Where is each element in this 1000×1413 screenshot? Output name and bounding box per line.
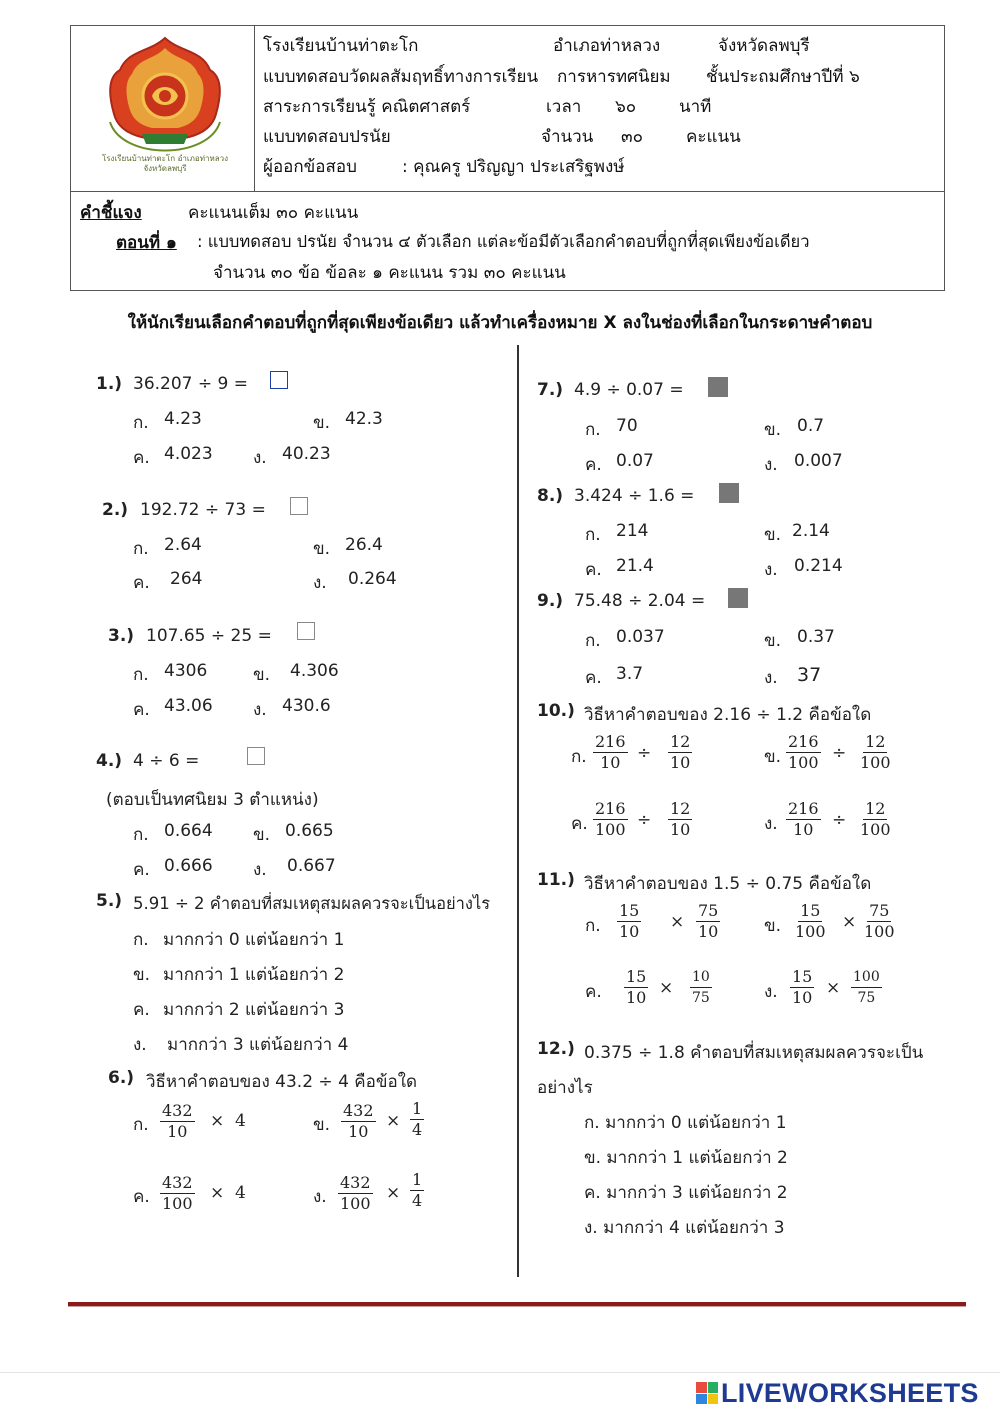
q10-choice-c-left: $\frac{216}{100}$ — [595, 799, 626, 839]
q9-number: 9.) — [537, 591, 564, 611]
q11-choice-d-left: $\frac{15}{10}$ — [792, 967, 813, 1007]
q12-choice-b: ข. มากกว่า 1 แต่น้อยกว่า 2 — [584, 1148, 788, 1168]
q9-answer-box[interactable] — [728, 588, 748, 608]
q7-choice-c: 0.07 — [616, 451, 654, 471]
count-label: จำนวน — [541, 127, 594, 147]
test-title: แบบทดสอบวัดผลสัมฤทธิ์ทางการเรียน — [263, 67, 539, 87]
liveworksheets-logo-icon — [696, 1382, 718, 1404]
q7-choice-a: 70 — [616, 416, 638, 436]
header-divider-horizontal — [70, 191, 944, 192]
q11-choice-a-right: $\frac{75}{10}$ — [698, 901, 719, 941]
q7-number: 7.) — [537, 380, 564, 400]
q1-choice-d-label: ง. — [253, 448, 267, 468]
q5-choice-b-label: ข. — [133, 965, 151, 985]
q5-choice-d: มากกว่า 3 แต่น้อยกว่า 4 — [167, 1035, 349, 1055]
q3-expression: 107.65 ÷ 25 = — [146, 626, 272, 646]
q11-choice-c-label: ค. — [585, 982, 602, 1002]
q1-expression: 36.207 ÷ 9 = — [133, 374, 248, 394]
q8-expression: 3.424 ÷ 1.6 = — [574, 486, 695, 506]
q1-answer-box[interactable] — [270, 371, 288, 389]
q11-choice-b-right: $\frac{75}{100}$ — [864, 901, 895, 941]
q10-choice-b-label: ข. — [764, 747, 782, 767]
q2-choice-d-label: ง. — [313, 573, 327, 593]
q6-choice-c-fraction: $\frac{432}{100}$ — [162, 1173, 193, 1213]
q10-choice-a-label: ก. — [571, 747, 587, 767]
q5-choice-c-label: ค. — [133, 1000, 150, 1020]
q11-choice-d-times: × — [826, 978, 841, 998]
q8-number: 8.) — [537, 486, 564, 506]
time-unit: นาที — [679, 97, 712, 117]
q9-choice-b-label: ข. — [764, 631, 782, 651]
q2-choice-b: 26.4 — [345, 535, 383, 555]
q9-choice-b: 0.37 — [797, 627, 835, 647]
part-description: : แบบทดสอบ ปรนัย จำนวน ๔ ตัวเลือก แต่ละข้อมีตัวเลือกคำตอบที่ถูกที่สุดเพียงข้อเดียว — [197, 232, 810, 251]
q2-number: 2.) — [102, 500, 129, 520]
q10-choice-c-label: ค. — [571, 814, 588, 834]
q3-choice-a-label: ก. — [133, 665, 149, 685]
time-label: เวลา — [546, 97, 582, 117]
q9-choice-d-label: ง. — [764, 668, 778, 688]
q10-choice-a-right: $\frac{12}{10}$ — [670, 732, 691, 772]
full-score: คะแนนเต็ม ๓๐ คะแนน — [188, 203, 359, 223]
q1-choice-d: 40.23 — [282, 444, 331, 464]
q9-expression: 75.48 ÷ 2.04 = — [574, 591, 706, 611]
liveworksheets-wordmark: LIVEWORKSHEETS — [721, 1377, 979, 1408]
q4-choice-d-label: ง. — [253, 860, 267, 880]
q4-choice-c-label: ค. — [133, 860, 150, 880]
q11-choice-a-times: × — [670, 912, 685, 932]
q4-choice-a: 0.664 — [164, 821, 213, 841]
q4-choice-b: 0.665 — [285, 821, 334, 841]
q10-choice-b-left: $\frac{216}{100}$ — [788, 732, 819, 772]
q6-expression: วิธีหาคำตอบของ 43.2 ÷ 4 คือข้อใด — [146, 1072, 418, 1092]
q10-choice-d-div: ÷ — [832, 810, 847, 830]
q2-answer-box[interactable] — [290, 497, 308, 515]
q11-choice-a-left: $\frac{15}{10}$ — [619, 901, 640, 941]
q10-choice-d-right: $\frac{12}{100}$ — [860, 799, 891, 839]
q11-choice-c-left: $\frac{15}{10}$ — [626, 967, 647, 1007]
logo-ring-text: โรงเรียนบ้านท่าตะโก อำเภอท่าหลวง จังหวัดลพบุรี — [101, 154, 229, 173]
count-value: ๓๐ — [621, 127, 643, 147]
q12-expression-cont: อย่างไร — [537, 1078, 593, 1098]
q11-choice-d-label: ง. — [764, 982, 778, 1002]
column-divider — [517, 345, 519, 1277]
q8-choice-a: 214 — [616, 521, 649, 541]
q8-choice-b-label: ข. — [764, 525, 782, 545]
count-unit: คะแนน — [686, 127, 741, 147]
q10-choice-d-label: ง. — [764, 814, 778, 834]
q4-expression: 4 ÷ 6 = — [133, 751, 200, 771]
time-value: ๖๐ — [615, 97, 637, 117]
q6-choice-b-fraction: $\frac{432}{10}$ — [343, 1101, 374, 1141]
test-type: แบบทดสอบปรนัย — [263, 127, 391, 147]
author-label: ผู้ออกข้อสอบ — [263, 157, 357, 177]
part-label: ตอนที่ ๑ — [116, 233, 177, 253]
q8-choice-d: 0.214 — [794, 556, 843, 576]
q6-choice-b-label: ข. — [313, 1115, 331, 1135]
q4-choice-c: 0.666 — [164, 856, 213, 876]
footer-rule — [68, 1302, 966, 1306]
q5-number: 5.) — [96, 891, 123, 911]
topic: การหารทศนิยม — [557, 67, 671, 87]
q6-choice-a-label: ก. — [133, 1115, 149, 1135]
q8-choice-c: 21.4 — [616, 556, 654, 576]
q1-choice-b: 42.3 — [345, 409, 383, 429]
q3-answer-box[interactable] — [297, 622, 315, 640]
q9-choice-c-label: ค. — [585, 668, 602, 688]
q7-choice-d-label: ง. — [764, 455, 778, 475]
q11-expression: วิธีหาคำตอบของ 1.5 ÷ 0.75 คือข้อใด — [584, 874, 872, 894]
q6-choice-a-fraction: $\frac{432}{10}$ — [162, 1101, 193, 1141]
q10-choice-a-left: $\frac{216}{10}$ — [595, 732, 626, 772]
q10-choice-a-div: ÷ — [637, 743, 652, 763]
q9-choice-c: 3.7 — [616, 664, 644, 684]
q11-choice-b-label: ข. — [764, 916, 782, 936]
q6-choice-c-factor: 4 — [235, 1183, 246, 1203]
q2-choice-d: 0.264 — [348, 569, 397, 589]
q12-choice-a: ก. มากกว่า 0 แต่น้อยกว่า 1 — [584, 1113, 787, 1133]
q9-choice-a-label: ก. — [585, 631, 601, 651]
grade: ชั้นประถมศึกษาปีที่ ๖ — [706, 67, 860, 87]
q2-choice-c-label: ค. — [133, 573, 150, 593]
school-logo — [92, 30, 238, 186]
q5-choice-d-label: ง. — [133, 1035, 147, 1055]
q8-choice-b: 2.14 — [792, 521, 830, 541]
q5-choice-a-label: ก. — [133, 930, 149, 950]
q10-choice-b-right: $\frac{12}{100}$ — [860, 732, 891, 772]
direction-text: ให้นักเรียนเลือกคำตอบที่ถูกที่สุดเพียงข้อเดียว แล้วทำเครื่องหมาย X ลงในช่องที่เลือกในกระดาษคำตอบ — [127, 313, 873, 333]
liveworksheets-brand[interactable] — [696, 1377, 979, 1409]
q10-choice-b-div: ÷ — [832, 743, 847, 763]
q1-number: 1.) — [96, 374, 123, 394]
q5-choice-b: มากกว่า 1 แต่น้อยกว่า 2 — [163, 965, 345, 985]
q2-choice-c: 264 — [170, 569, 203, 589]
q8-choice-d-label: ง. — [764, 560, 778, 580]
q10-number: 10.) — [537, 701, 575, 721]
q6-number: 6.) — [108, 1068, 135, 1088]
q12-choice-c: ค. มากกว่า 3 แต่น้อยกว่า 2 — [584, 1183, 788, 1203]
q7-expression: 4.9 ÷ 0.07 = — [574, 380, 684, 400]
q4-number: 4.) — [96, 751, 123, 771]
q3-choice-a: 4306 — [164, 661, 208, 681]
q9-choice-d: 37 — [797, 664, 822, 686]
q4-answer-box[interactable] — [247, 747, 265, 765]
q6-choice-d-times: × — [386, 1183, 401, 1203]
author: : คุณครู ปริญญา ประเสริฐพงษ์ — [402, 157, 625, 177]
q1-choice-a-label: ก. — [133, 413, 149, 433]
q1-choice-c: 4.023 — [164, 444, 213, 464]
q4-choice-d: 0.667 — [287, 856, 336, 876]
instructions-label: คำชี้แจง — [80, 203, 142, 223]
school-name: โรงเรียนบ้านท่าตะโก — [263, 36, 419, 56]
q5-expression: 5.91 ÷ 2 คำตอบที่สมเหตุสมผลควรจะเป็นอย่างไร — [133, 894, 491, 913]
q3-number: 3.) — [108, 626, 135, 646]
q11-choice-b-times: × — [842, 912, 857, 932]
q2-expression: 192.72 ÷ 73 = — [140, 500, 266, 520]
q2-choice-a-label: ก. — [133, 539, 149, 559]
q3-choice-b-label: ข. — [253, 665, 271, 685]
q11-number: 11.) — [537, 870, 575, 890]
q10-choice-d-left: $\frac{216}{10}$ — [788, 799, 819, 839]
q8-answer-box[interactable] — [719, 483, 739, 503]
q7-choice-b: 0.7 — [797, 416, 825, 436]
q7-choice-b-label: ข. — [764, 420, 782, 440]
q7-answer-box[interactable] — [708, 377, 728, 397]
q3-choice-b: 4.306 — [290, 661, 339, 681]
q6-choice-c-times: × — [210, 1183, 225, 1203]
q11-choice-c-times: × — [659, 978, 674, 998]
q8-choice-a-label: ก. — [585, 525, 601, 545]
q1-choice-a: 4.23 — [164, 409, 202, 429]
q5-choice-c: มากกว่า 2 แต่น้อยกว่า 3 — [163, 1000, 345, 1020]
page-bottom-rule — [0, 1372, 1000, 1373]
q6-choice-c-label: ค. — [133, 1187, 150, 1207]
q4-note: (ตอบเป็นทศนิยม 3 ตำแหน่ง) — [106, 790, 319, 810]
q3-choice-c: 43.06 — [164, 696, 213, 716]
q6-choice-a-times: × — [210, 1111, 225, 1131]
q2-choice-b-label: ข. — [313, 539, 331, 559]
q7-choice-a-label: ก. — [585, 420, 601, 440]
q6-choice-a-factor: 4 — [235, 1111, 246, 1131]
q6-choice-d-quarter: $\frac{1}{4}$ — [412, 1170, 423, 1210]
q10-choice-c-div: ÷ — [637, 810, 652, 830]
q3-choice-d: 430.6 — [282, 696, 331, 716]
province: จังหวัดลพบุรี — [718, 36, 810, 56]
q11-choice-d-right: $\frac{100}{75}$ — [853, 969, 880, 1006]
q9-choice-a: 0.037 — [616, 627, 665, 647]
q1-choice-b-label: ข. — [313, 413, 331, 433]
q6-choice-d-label: ง. — [313, 1187, 327, 1207]
subject: สาระการเรียนรู้ คณิตศาสตร์ — [263, 97, 471, 117]
q7-choice-d: 0.007 — [794, 451, 843, 471]
q8-choice-c-label: ค. — [585, 560, 602, 580]
q10-expression: วิธีหาคำตอบของ 2.16 ÷ 1.2 คือข้อใด — [584, 705, 872, 725]
q11-choice-c-right: $\frac{10}{75}$ — [692, 969, 710, 1006]
q1-choice-c-label: ค. — [133, 448, 150, 468]
q11-choice-a-label: ก. — [585, 916, 601, 936]
q10-choice-c-right: $\frac{12}{10}$ — [670, 799, 691, 839]
district: อำเภอท่าหลวง — [553, 36, 661, 56]
q3-choice-d-label: ง. — [253, 700, 267, 720]
q2-choice-a: 2.64 — [164, 535, 202, 555]
q12-number: 12.) — [537, 1039, 575, 1059]
q4-choice-a-label: ก. — [133, 825, 149, 845]
q6-choice-d-fraction: $\frac{432}{100}$ — [340, 1173, 371, 1213]
header-divider-vertical — [254, 25, 255, 191]
q4-choice-b-label: ข. — [253, 825, 271, 845]
q6-choice-b-quarter: $\frac{1}{4}$ — [412, 1099, 423, 1139]
q12-expression: 0.375 ÷ 1.8 คำตอบที่สมเหตุสมผลควรจะเป็น — [584, 1043, 924, 1063]
q11-choice-b-left: $\frac{15}{100}$ — [795, 901, 826, 941]
q12-choice-d: ง. มากกว่า 4 แต่น้อยกว่า 3 — [584, 1218, 785, 1238]
q7-choice-c-label: ค. — [585, 455, 602, 475]
q6-choice-b-times: × — [386, 1111, 401, 1131]
part-detail: จำนวน ๓๐ ข้อ ข้อละ ๑ คะแนน รวม ๓๐ คะแนน — [213, 263, 566, 283]
q3-choice-c-label: ค. — [133, 700, 150, 720]
q5-choice-a: มากกว่า 0 แต่น้อยกว่า 1 — [163, 930, 345, 950]
